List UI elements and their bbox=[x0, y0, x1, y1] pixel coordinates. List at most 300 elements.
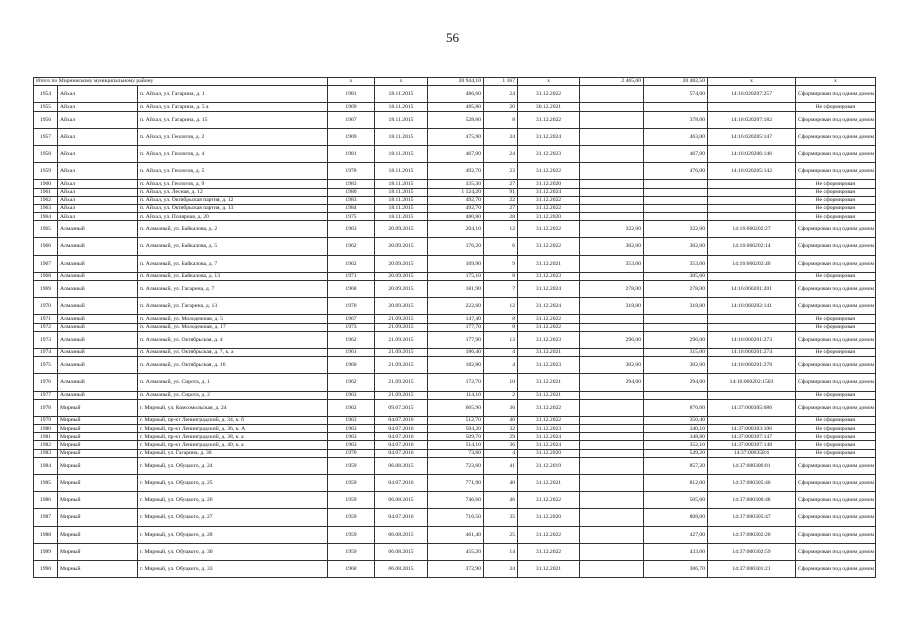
land-status-cell: Сформирован под одним домом bbox=[796, 399, 876, 416]
inclusion-date-cell: 20.09.2015 bbox=[375, 221, 428, 238]
inclusion-date-cell: 21.09.2015 bbox=[375, 348, 428, 356]
build-year-cell: 1968 bbox=[328, 281, 375, 298]
repair-deadline-cell: 31.12.2021 bbox=[518, 374, 580, 391]
locality-cell: Мирный bbox=[58, 416, 138, 424]
land-status-cell: Сформирован под одним домом bbox=[796, 238, 876, 255]
repair-deadline-cell: 31.12.2024 bbox=[518, 188, 580, 196]
locality-cell: Мирный bbox=[58, 509, 138, 526]
build-year-cell: 1980 bbox=[328, 188, 375, 196]
amount-2-cell: 294,00 bbox=[644, 374, 708, 391]
apartment-count-cell: 40 bbox=[484, 416, 518, 424]
build-year-cell: 1969 bbox=[328, 128, 375, 145]
row-number-cell: 1969 bbox=[34, 281, 58, 298]
table-row bbox=[34, 238, 876, 255]
total-cadastral: x bbox=[708, 78, 796, 86]
table-row bbox=[34, 560, 876, 577]
table-row bbox=[34, 543, 876, 560]
apartment-count-cell: 46 bbox=[484, 492, 518, 509]
cadastral-number-cell: 14:16:060201:274 bbox=[708, 348, 796, 356]
inclusion-date-cell: 18.11.2015 bbox=[375, 180, 428, 188]
cadastral-number-cell: 14:16:060202:27 bbox=[708, 221, 796, 238]
locality-cell: Айхал bbox=[58, 204, 138, 212]
build-year-cell: 1962 bbox=[328, 255, 375, 272]
total-row bbox=[34, 78, 876, 86]
address-cell: п. Алмазный, ул. Байкалова, д. 7 bbox=[138, 255, 328, 272]
amount-1-cell bbox=[580, 475, 644, 492]
repair-deadline-cell: 31.12.2022 bbox=[518, 196, 580, 204]
row-number-cell: 1975 bbox=[34, 357, 58, 374]
inclusion-date-cell: 06.08.2015 bbox=[375, 526, 428, 543]
row-number-cell: 1990 bbox=[34, 560, 58, 577]
cadastral-number-cell: 14:16:060202:14 bbox=[708, 238, 796, 255]
amount-1-cell bbox=[580, 213, 644, 221]
repair-deadline-cell: 31.12.2022 bbox=[518, 221, 580, 238]
area-cell: 181,90 bbox=[428, 281, 484, 298]
row-number-cell: 1988 bbox=[34, 526, 58, 543]
repair-deadline-cell: 31.12.2022 bbox=[518, 399, 580, 416]
table-row bbox=[34, 509, 876, 526]
land-status-cell: Сформирован под одним домом bbox=[796, 526, 876, 543]
repair-deadline-cell: 31.12.2020 bbox=[518, 180, 580, 188]
row-number-cell: 1963 bbox=[34, 204, 58, 212]
locality-cell: Алмазный bbox=[58, 323, 138, 331]
build-year-cell: 1963 bbox=[328, 391, 375, 399]
cadastral-number-cell: 14:16:060201:273 bbox=[708, 331, 796, 348]
cadastral-number-cell: 14:16:060202:141 bbox=[708, 298, 796, 315]
amount-2-cell: 467,00 bbox=[644, 145, 708, 162]
inclusion-date-cell: 20.09.2015 bbox=[375, 298, 428, 315]
inclusion-date-cell: 06.08.2015 bbox=[375, 560, 428, 577]
address-cell: п. Айхал, ул. Лесная, д. 12 bbox=[138, 188, 328, 196]
apartment-count-cell: 36 bbox=[484, 399, 518, 416]
address-cell: г. Мирный, ул. Обуцкого, д. 24 bbox=[138, 457, 328, 474]
inclusion-date-cell: 21.09.2015 bbox=[375, 315, 428, 323]
land-status-cell: Не сформирован bbox=[796, 433, 876, 441]
amount-2-cell bbox=[644, 188, 708, 196]
cadastral-number-cell: 14:16:020206:146 bbox=[708, 145, 796, 162]
amount-2-cell: 302,00 bbox=[644, 238, 708, 255]
row-number-cell: 1961 bbox=[34, 188, 58, 196]
row-number-cell: 1960 bbox=[34, 180, 58, 188]
locality-cell: Алмазный bbox=[58, 298, 138, 315]
cadastral-number-cell bbox=[708, 315, 796, 323]
repair-deadline-cell: 31.12.2024 bbox=[518, 281, 580, 298]
locality-cell: Мирный bbox=[58, 492, 138, 509]
repair-deadline-cell: 31.12.2021 bbox=[518, 560, 580, 577]
amount-2-cell: 352,10 bbox=[644, 441, 708, 449]
address-cell: п. Алмазный, ул. Октябрьская, д. 16 bbox=[138, 357, 328, 374]
land-status-cell: Не сформирован bbox=[796, 391, 876, 399]
cadastral-number-cell: 14:37:000358:6 bbox=[708, 449, 796, 457]
land-status-cell: Не сформирован bbox=[796, 204, 876, 212]
row-number-cell: 1968 bbox=[34, 272, 58, 280]
amount-2-cell: 549,20 bbox=[644, 449, 708, 457]
amount-1-cell bbox=[580, 196, 644, 204]
row-number-cell: 1954 bbox=[34, 86, 58, 103]
address-cell: п. Алмазный, ул. Байкалова, д. 2 bbox=[138, 221, 328, 238]
amount-2-cell bbox=[644, 315, 708, 323]
address-cell: г. Мирный, ул. Обуцкого, д. 27 bbox=[138, 509, 328, 526]
build-year-cell: 1983 bbox=[328, 196, 375, 204]
inclusion-date-cell: 18.11.2015 bbox=[375, 204, 428, 212]
apartment-count-cell: 14 bbox=[484, 543, 518, 560]
address-cell: п. Алмазный, ул. Молодежная, д. 5 bbox=[138, 315, 328, 323]
amount-1-cell bbox=[580, 449, 644, 457]
cadastral-number-cell: 14:37:000303:106 bbox=[708, 425, 796, 433]
land-status-cell: Сформирован под одним домом bbox=[796, 374, 876, 391]
row-number-cell: 1972 bbox=[34, 323, 58, 331]
amount-1-cell bbox=[580, 204, 644, 212]
inclusion-date-cell: 09.07.2015 bbox=[375, 399, 428, 416]
build-year-cell: 1984 bbox=[328, 204, 375, 212]
amount-1-cell bbox=[580, 315, 644, 323]
amount-2-cell bbox=[644, 103, 708, 111]
table-row bbox=[34, 188, 876, 196]
land-status-cell: Сформирован под одним домом bbox=[796, 357, 876, 374]
build-year-cell: 1962 bbox=[328, 374, 375, 391]
apartment-count-cell: 2 bbox=[484, 391, 518, 399]
cadastral-number-cell: 14:16:060202:40 bbox=[708, 255, 796, 272]
repair-deadline-cell: 31.12.2022 bbox=[518, 416, 580, 424]
build-year-cell: 1959 bbox=[328, 457, 375, 474]
amount-2-cell: 505,00 bbox=[644, 492, 708, 509]
inclusion-date-cell: 06.08.2015 bbox=[375, 492, 428, 509]
row-number-cell: 1955 bbox=[34, 103, 58, 111]
apartment-count-cell: 34 bbox=[484, 128, 518, 145]
amount-1-cell: 278,00 bbox=[580, 281, 644, 298]
address-cell: п. Айхал, ул. Гагарина, д. 15 bbox=[138, 111, 328, 128]
inclusion-date-cell: 20.09.2015 bbox=[375, 238, 428, 255]
amount-1-cell bbox=[580, 111, 644, 128]
inclusion-date-cell: 04.07.2016 bbox=[375, 416, 428, 424]
cadastral-number-cell bbox=[708, 196, 796, 204]
amount-2-cell: 433,00 bbox=[644, 543, 708, 560]
inclusion-date-cell: 18.11.2015 bbox=[375, 103, 428, 111]
land-status-cell: Сформирован под одним домом bbox=[796, 457, 876, 474]
amount-2-cell: 296,00 bbox=[644, 331, 708, 348]
address-cell: г. Мирный, ул. Обуцкого, д. 26 bbox=[138, 492, 328, 509]
build-year-cell: 1970 bbox=[328, 298, 375, 315]
apartment-count-cell: 91 bbox=[484, 188, 518, 196]
address-cell: г. Мирный, пр-кт Ленинградский, д. 36, к. А bbox=[138, 425, 328, 433]
cadastral-number-cell bbox=[708, 416, 796, 424]
repair-deadline-cell: 31.12.2021 bbox=[518, 255, 580, 272]
amount-2-cell bbox=[644, 180, 708, 188]
build-year-cell: 1983 bbox=[328, 180, 375, 188]
apartment-count-cell: 8 bbox=[484, 111, 518, 128]
area-cell: 204,10 bbox=[428, 221, 484, 238]
area-cell: 176,20 bbox=[428, 238, 484, 255]
amount-2-cell: 302,00 bbox=[644, 357, 708, 374]
build-year-cell: 1973 bbox=[328, 323, 375, 331]
inclusion-date-cell: 04.07.2016 bbox=[375, 433, 428, 441]
amount-2-cell: 378,00 bbox=[644, 111, 708, 128]
amount-1-cell bbox=[580, 128, 644, 145]
row-number-cell: 1974 bbox=[34, 348, 58, 356]
amount-1-cell bbox=[580, 399, 644, 416]
inclusion-date-cell: 04.07.2016 bbox=[375, 509, 428, 526]
address-cell: п. Алмазный, ул. Сирота, д. 1 bbox=[138, 374, 328, 391]
apartment-count-cell: 12 bbox=[484, 298, 518, 315]
cadastral-number-cell: 14:37:000305:47 bbox=[708, 509, 796, 526]
cadastral-number-cell bbox=[708, 213, 796, 221]
inclusion-date-cell: 18.11.2015 bbox=[375, 128, 428, 145]
total-year: x bbox=[328, 78, 375, 86]
apartment-count-cell: 24 bbox=[484, 145, 518, 162]
locality-cell: Айхал bbox=[58, 180, 138, 188]
table-row bbox=[34, 433, 876, 441]
area-cell: 771,90 bbox=[428, 475, 484, 492]
amount-2-cell bbox=[644, 391, 708, 399]
apartment-count-cell: 7 bbox=[484, 281, 518, 298]
build-year-cell: 1963 bbox=[328, 416, 375, 424]
amount-1-cell bbox=[580, 457, 644, 474]
inclusion-date-cell: 04.07.2016 bbox=[375, 475, 428, 492]
amount-1-cell bbox=[580, 145, 644, 162]
address-cell: г. Мирный, ул. Обуцкого, д. 30 bbox=[138, 543, 328, 560]
locality-cell: Алмазный bbox=[58, 238, 138, 255]
address-cell: г. Мирный, ул. Обуцкого, д. 33 bbox=[138, 560, 328, 577]
inclusion-date-cell: 06.08.2015 bbox=[375, 543, 428, 560]
area-cell: 475,90 bbox=[428, 128, 484, 145]
row-number-cell: 1962 bbox=[34, 196, 58, 204]
table-row bbox=[34, 526, 876, 543]
inclusion-date-cell: 21.09.2015 bbox=[375, 357, 428, 374]
inclusion-date-cell: 18.11.2015 bbox=[375, 213, 428, 221]
area-cell: 492,70 bbox=[428, 163, 484, 180]
land-status-cell: Не сформирован bbox=[796, 449, 876, 457]
land-status-cell: Сформирован под одним домом bbox=[796, 86, 876, 103]
amount-1-cell bbox=[580, 348, 644, 356]
inclusion-date-cell: 18.11.2015 bbox=[375, 145, 428, 162]
table-row bbox=[34, 272, 876, 280]
amount-1-cell: 353,00 bbox=[580, 255, 644, 272]
area-cell: 177,70 bbox=[428, 323, 484, 331]
table-row bbox=[34, 357, 876, 374]
row-number-cell: 1973 bbox=[34, 331, 58, 348]
apartment-count-cell: 40 bbox=[484, 475, 518, 492]
locality-cell: Мирный bbox=[58, 433, 138, 441]
address-cell: г. Мирный, пр-кт Ленинградский, д. 34, к. б bbox=[138, 416, 328, 424]
amount-1-cell: 296,00 bbox=[580, 331, 644, 348]
apartment-count-cell: 9 bbox=[484, 255, 518, 272]
repair-deadline-cell: 31.12.2021 bbox=[518, 475, 580, 492]
apartment-count-cell: 22 bbox=[484, 196, 518, 204]
table-row bbox=[34, 399, 876, 416]
land-status-cell: Сформирован под одним домом bbox=[796, 163, 876, 180]
land-status-cell: Сформирован под одним домом bbox=[796, 128, 876, 145]
land-status-cell: Сформирован под одним домом bbox=[796, 331, 876, 348]
amount-2-cell: 574,00 bbox=[644, 86, 708, 103]
table-row bbox=[34, 441, 876, 449]
inclusion-date-cell: 04.07.2016 bbox=[375, 425, 428, 433]
cadastral-number-cell: 14:37:000305:686 bbox=[708, 399, 796, 416]
amount-2-cell: 348,80 bbox=[644, 433, 708, 441]
row-number-cell: 1967 bbox=[34, 255, 58, 272]
row-number-cell: 1984 bbox=[34, 457, 58, 474]
area-cell: 492,70 bbox=[428, 204, 484, 212]
amount-2-cell bbox=[644, 196, 708, 204]
build-year-cell: 1962 bbox=[328, 238, 375, 255]
locality-cell: Айхал bbox=[58, 103, 138, 111]
inclusion-date-cell: 18.11.2015 bbox=[375, 111, 428, 128]
area-cell: 665,90 bbox=[428, 399, 484, 416]
row-number-cell: 1979 bbox=[34, 416, 58, 424]
area-cell: 1 124,20 bbox=[428, 188, 484, 196]
amount-1-cell bbox=[580, 323, 644, 331]
land-status-cell: Не сформирован bbox=[796, 196, 876, 204]
address-cell: г. Мирный, ул. Комсомольская, д. 24 bbox=[138, 399, 328, 416]
amount-1-cell bbox=[580, 391, 644, 399]
cadastral-number-cell bbox=[708, 188, 796, 196]
total-label: Итого по Мирнинскому муниципальному району bbox=[34, 78, 328, 86]
land-status-cell: Не сформирован bbox=[796, 188, 876, 196]
locality-cell: Алмазный bbox=[58, 391, 138, 399]
amount-1-cell bbox=[580, 188, 644, 196]
address-cell: п. Алмазный, ул. Октябрьская, д. 7, к. а bbox=[138, 348, 328, 356]
area-cell: 172,70 bbox=[428, 374, 484, 391]
apartment-count-cell: 4 bbox=[484, 357, 518, 374]
row-number-cell: 1980 bbox=[34, 425, 58, 433]
apartment-count-cell: 25 bbox=[484, 526, 518, 543]
apartment-count-cell: 35 bbox=[484, 509, 518, 526]
repair-deadline-cell: 31.12.2022 bbox=[518, 526, 580, 543]
area-cell: 485,80 bbox=[428, 103, 484, 111]
locality-cell: Алмазный bbox=[58, 272, 138, 280]
amount-1-cell: 294,00 bbox=[580, 374, 644, 391]
housing-register-table bbox=[33, 77, 876, 578]
total-date: x bbox=[375, 78, 428, 86]
build-year-cell: 1960 bbox=[328, 357, 375, 374]
address-cell: п. Алмазный, ул. Октябрьская, д. 4 bbox=[138, 331, 328, 348]
build-year-cell: 1959 bbox=[328, 475, 375, 492]
locality-cell: Айхал bbox=[58, 213, 138, 221]
inclusion-date-cell: 04.07.2016 bbox=[375, 441, 428, 449]
land-status-cell: Сформирован под одним домом bbox=[796, 298, 876, 315]
land-status-cell: Не сформирован bbox=[796, 213, 876, 221]
cadastral-number-cell bbox=[708, 204, 796, 212]
area-cell: 461,40 bbox=[428, 526, 484, 543]
cadastral-number-cell: 14:16:060201:201 bbox=[708, 281, 796, 298]
amount-1-cell bbox=[580, 272, 644, 280]
table-row bbox=[34, 315, 876, 323]
locality-cell: Айхал bbox=[58, 145, 138, 162]
amount-1-cell bbox=[580, 86, 644, 103]
build-year-cell: 1962 bbox=[328, 331, 375, 348]
build-year-cell: 1959 bbox=[328, 509, 375, 526]
row-number-cell: 1986 bbox=[34, 492, 58, 509]
cadastral-number-cell: 14:37:000305:46 bbox=[708, 475, 796, 492]
address-cell: п. Алмазный, ул. Байкалова, д. 13 bbox=[138, 272, 328, 280]
amount-1-cell bbox=[580, 492, 644, 509]
amount-1-cell: 302,00 bbox=[580, 357, 644, 374]
amount-1-cell bbox=[580, 180, 644, 188]
build-year-cell: 1963 bbox=[328, 221, 375, 238]
amount-2-cell: 857,20 bbox=[644, 457, 708, 474]
apartment-count-cell: 4 bbox=[484, 449, 518, 457]
table-row bbox=[34, 221, 876, 238]
repair-deadline-cell: 30.12.2021 bbox=[518, 103, 580, 111]
land-status-cell: Сформирован под одним домом bbox=[796, 221, 876, 238]
table-row bbox=[34, 492, 876, 509]
locality-cell: Айхал bbox=[58, 86, 138, 103]
inclusion-date-cell: 04.07.2016 bbox=[375, 449, 428, 457]
build-year-cell: 1978 bbox=[328, 163, 375, 180]
table-row bbox=[34, 374, 876, 391]
build-year-cell: 1963 bbox=[328, 441, 375, 449]
repair-deadline-cell: 31.12.2022 bbox=[518, 111, 580, 128]
area-cell: 114,10 bbox=[428, 391, 484, 399]
area-cell: 147,40 bbox=[428, 315, 484, 323]
apartment-count-cell: 32 bbox=[484, 425, 518, 433]
locality-cell: Мирный bbox=[58, 560, 138, 577]
apartment-count-cell: 20 bbox=[484, 103, 518, 111]
locality-cell: Алмазный bbox=[58, 221, 138, 238]
build-year-cell: 1967 bbox=[328, 111, 375, 128]
repair-deadline-cell: 31.12.2022 bbox=[518, 543, 580, 560]
table-row bbox=[34, 196, 876, 204]
inclusion-date-cell: 20.09.2015 bbox=[375, 272, 428, 280]
locality-cell: Мирный bbox=[58, 457, 138, 474]
cadastral-number-cell: 14:16:060202:1503 bbox=[708, 374, 796, 391]
area-cell: 504,20 bbox=[428, 425, 484, 433]
table-row bbox=[34, 255, 876, 272]
build-year-cell: 1959 bbox=[328, 526, 375, 543]
inclusion-date-cell: 20.09.2015 bbox=[375, 281, 428, 298]
table-row bbox=[34, 103, 876, 111]
row-number-cell: 1989 bbox=[34, 543, 58, 560]
cadastral-number-cell: 14:16:060201:278 bbox=[708, 357, 796, 374]
locality-cell: Айхал bbox=[58, 188, 138, 196]
locality-cell: Алмазный bbox=[58, 374, 138, 391]
land-status-cell: Не сформирован bbox=[796, 425, 876, 433]
amount-1-cell bbox=[580, 425, 644, 433]
amount-2-cell: 322,00 bbox=[644, 221, 708, 238]
land-status-cell: Сформирован под одним домом bbox=[796, 475, 876, 492]
repair-deadline-cell: 31.12.2022 bbox=[518, 86, 580, 103]
table-row bbox=[34, 298, 876, 315]
locality-cell: Мирный bbox=[58, 475, 138, 492]
table-row bbox=[34, 86, 876, 103]
amount-1-cell bbox=[580, 416, 644, 424]
row-number-cell: 1959 bbox=[34, 163, 58, 180]
cadastral-number-cell bbox=[708, 180, 796, 188]
area-cell: 372,90 bbox=[428, 560, 484, 577]
address-cell: п. Айхал, ул. Полярная, д. 20 bbox=[138, 213, 328, 221]
area-cell: 486,60 bbox=[428, 86, 484, 103]
repair-deadline-cell: 31.12.2024 bbox=[518, 298, 580, 315]
table-row bbox=[34, 111, 876, 128]
land-status-cell: Не сформирован bbox=[796, 180, 876, 188]
row-number-cell: 1956 bbox=[34, 111, 58, 128]
amount-1-cell bbox=[580, 441, 644, 449]
land-status-cell: Не сформирован bbox=[796, 323, 876, 331]
amount-1-cell bbox=[580, 526, 644, 543]
address-cell: п. Айхал, ул. Геологов, д. 5 bbox=[138, 163, 328, 180]
land-status-cell: Сформирован под одним домом bbox=[796, 492, 876, 509]
amount-1-cell: 302,00 bbox=[580, 238, 644, 255]
apartment-count-cell: 34 bbox=[484, 560, 518, 577]
land-status-cell: Не сформирован bbox=[796, 272, 876, 280]
amount-1-cell bbox=[580, 509, 644, 526]
row-number-cell: 1965 bbox=[34, 221, 58, 238]
area-cell: 716,50 bbox=[428, 509, 484, 526]
amount-1-cell bbox=[580, 433, 644, 441]
repair-deadline-cell: 31.12.2022 bbox=[518, 323, 580, 331]
amount-2-cell: 353,00 bbox=[644, 255, 708, 272]
row-number-cell: 1982 bbox=[34, 441, 58, 449]
repair-deadline-cell: 31.12.2024 bbox=[518, 433, 580, 441]
